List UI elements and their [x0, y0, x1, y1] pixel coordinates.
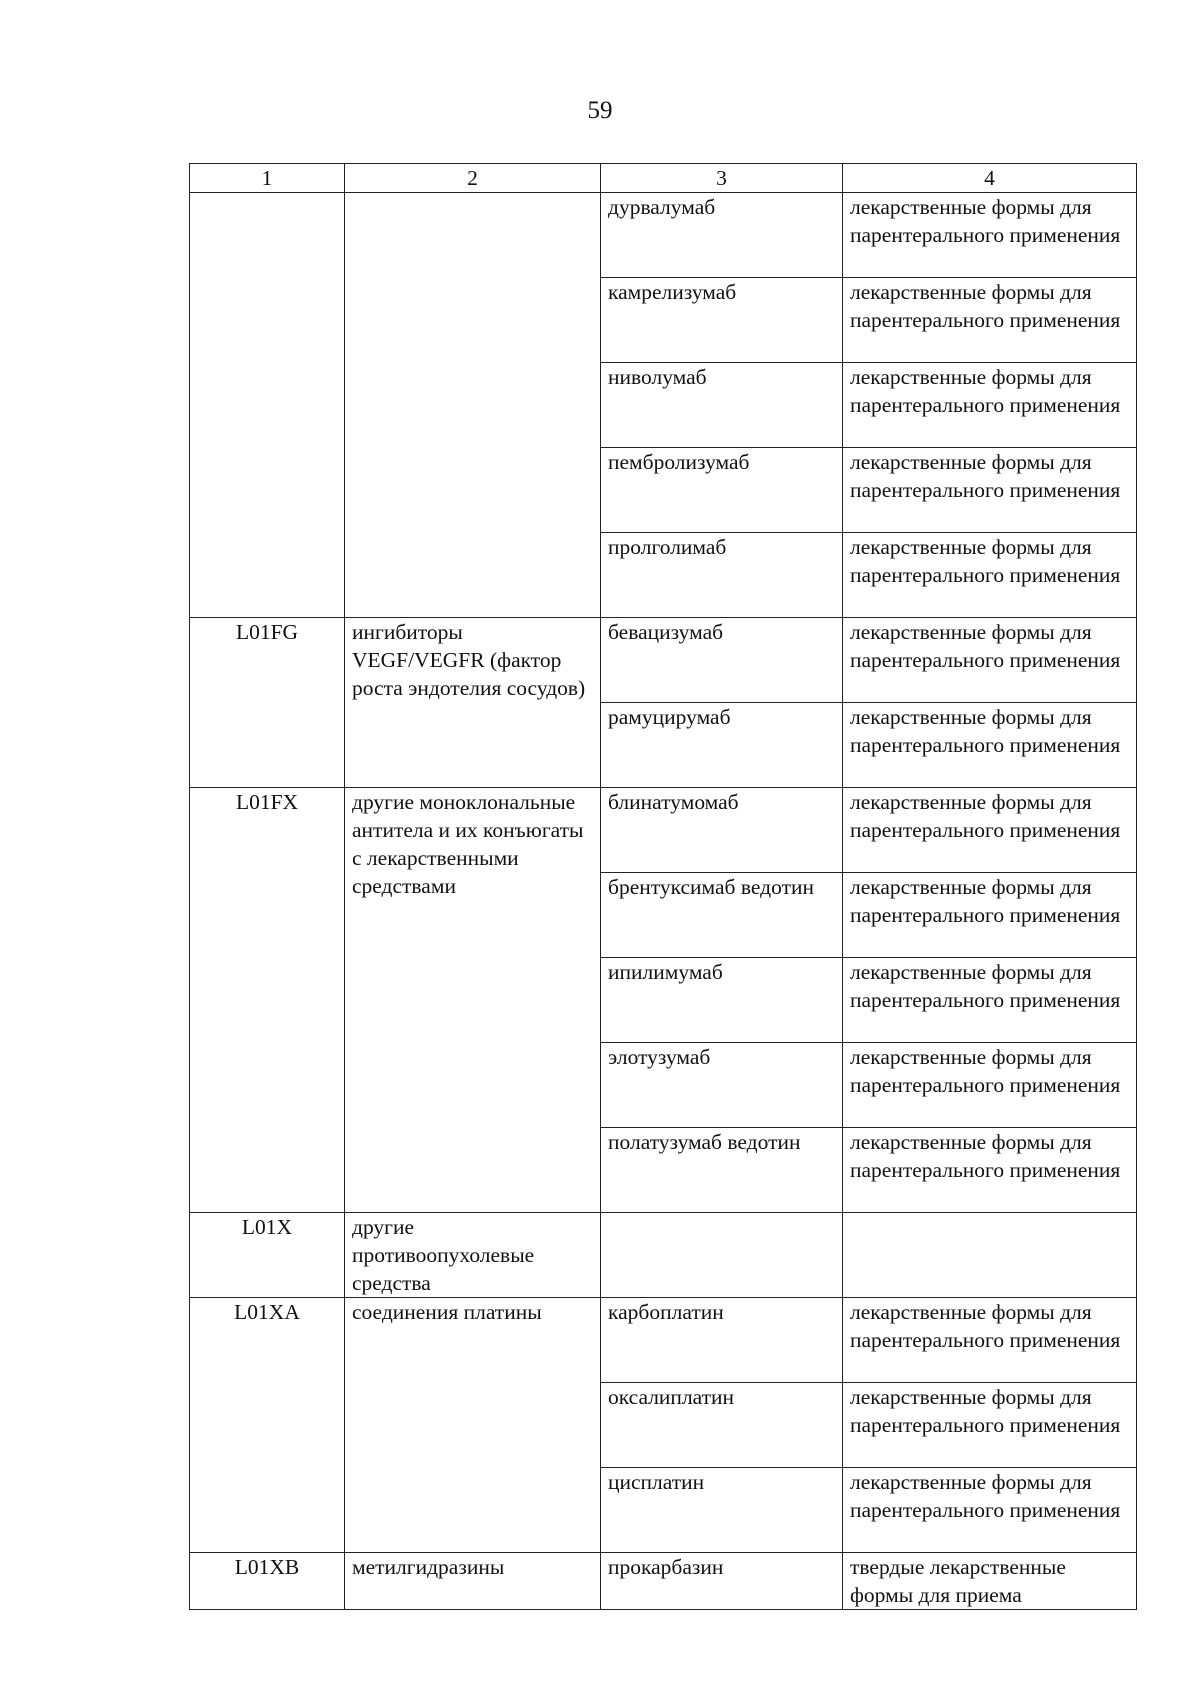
- drug-name-cell: карбоплатин: [601, 1298, 843, 1383]
- group-name-cell: другие моноклональные антитела и их конъюгаты с лекарственными средствами: [345, 788, 601, 1213]
- drug-name-cell: бевацизумаб: [601, 618, 843, 703]
- dosage-form-cell: лекарственные формы для парентерального применения: [843, 1043, 1137, 1128]
- atc-code-cell: [190, 193, 345, 618]
- atc-code-cell: L01XA: [190, 1298, 345, 1553]
- dosage-form-cell: лекарственные формы для парентерального применения: [843, 363, 1137, 448]
- header-cell: 3: [601, 164, 843, 193]
- drug-table: [189, 163, 1137, 1610]
- table-row: [190, 618, 1137, 703]
- drug-name-cell: рамуцирумаб: [601, 703, 843, 788]
- drug-name-cell: прокарбазин: [601, 1553, 843, 1610]
- table-row: [190, 1213, 1137, 1298]
- drug-name-cell: пембролизумаб: [601, 448, 843, 533]
- dosage-form-cell: лекарственные формы для парентерального применения: [843, 448, 1137, 533]
- atc-code-cell: L01X: [190, 1213, 345, 1298]
- drug-name-cell: полатузумаб ведотин: [601, 1128, 843, 1213]
- group-name-cell: метилгидразины: [345, 1553, 601, 1610]
- drug-name-cell: [601, 1213, 843, 1298]
- table-row: [190, 788, 1137, 873]
- drug-name-cell: элотузумаб: [601, 1043, 843, 1128]
- group-name-cell: ингибиторы VEGF/VEGFR (фактор роста эндотелия сосудов): [345, 618, 601, 788]
- dosage-form-cell: лекарственные формы для парентерального применения: [843, 278, 1137, 363]
- dosage-form-cell: лекарственные формы для парентерального применения: [843, 533, 1137, 618]
- dosage-form-cell: лекарственные формы для парентерального применения: [843, 193, 1137, 278]
- table-row: [190, 1298, 1137, 1383]
- group-name-cell: соединения платины: [345, 1298, 601, 1553]
- group-name-cell: другие противоопухолевые средства: [345, 1213, 601, 1298]
- table-row: [190, 1553, 1137, 1610]
- drug-name-cell: ипилимумаб: [601, 958, 843, 1043]
- header-cell: 1: [190, 164, 345, 193]
- dosage-form-cell: лекарственные формы для парентерального применения: [843, 1128, 1137, 1213]
- dosage-form-cell: лекарственные формы для парентерального применения: [843, 958, 1137, 1043]
- drug-name-cell: камрелизумаб: [601, 278, 843, 363]
- dosage-form-cell: лекарственные формы для парентерального применения: [843, 703, 1137, 788]
- drug-name-cell: брентуксимаб ведотин: [601, 873, 843, 958]
- table-row: [190, 193, 1137, 278]
- header-cell: 4: [843, 164, 1137, 193]
- dosage-form-cell: лекарственные формы для парентерального применения: [843, 1468, 1137, 1553]
- drug-name-cell: пролголимаб: [601, 533, 843, 618]
- drug-name-cell: ниволумаб: [601, 363, 843, 448]
- drug-name-cell: оксалиплатин: [601, 1383, 843, 1468]
- atc-code-cell: L01FX: [190, 788, 345, 1213]
- atc-code-cell: L01XB: [190, 1553, 345, 1610]
- dosage-form-cell: [843, 1213, 1137, 1298]
- page-number: 59: [587, 97, 613, 124]
- dosage-form-cell: лекарственные формы для парентерального применения: [843, 1298, 1137, 1383]
- group-name-cell: [345, 193, 601, 618]
- atc-code-cell: L01FG: [190, 618, 345, 788]
- dosage-form-cell: твердые лекарственные формы для приема: [843, 1553, 1137, 1610]
- dosage-form-cell: лекарственные формы для парентерального применения: [843, 1383, 1137, 1468]
- header-cell: 2: [345, 164, 601, 193]
- header-row: [190, 164, 1137, 193]
- dosage-form-cell: лекарственные формы для парентерального применения: [843, 788, 1137, 873]
- dosage-form-cell: лекарственные формы для парентерального применения: [843, 618, 1137, 703]
- drug-name-cell: дурвалумаб: [601, 193, 843, 278]
- drug-name-cell: цисплатин: [601, 1468, 843, 1553]
- dosage-form-cell: лекарственные формы для парентерального применения: [843, 873, 1137, 958]
- drug-name-cell: блинатумомаб: [601, 788, 843, 873]
